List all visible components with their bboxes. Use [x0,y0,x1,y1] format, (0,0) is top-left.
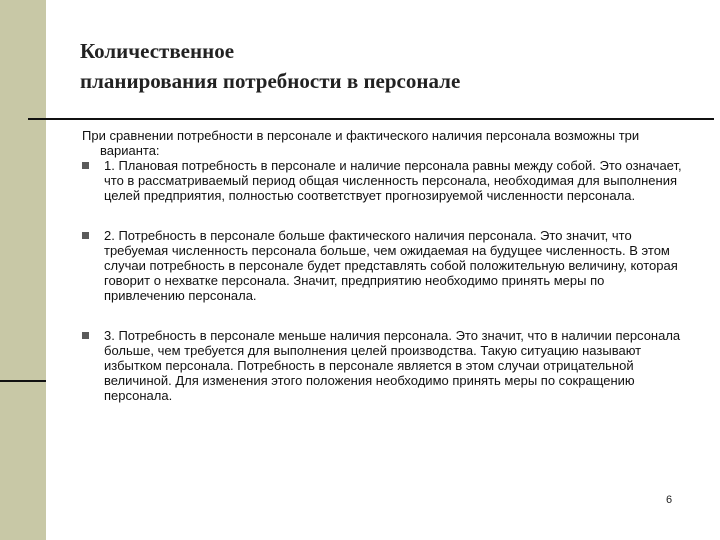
list-item-text-2: 2. Потребность в персонале больше фактического наличия персонала. Это значит, что требуемая численность персонала больше, чем ожидаемая на будущее численность. В этом случаи потребность в персонале будет представлять собой положительную величину, которая говорит о нехватке персонала. Значит, предприятию необходимо принять меры по привлечению персонала. [104,228,678,303]
list-item-3 [82,328,682,403]
square-bullet-icon [82,332,89,339]
title-divider [28,118,714,120]
page-number: 6 [666,494,673,506]
list-item-1 [82,158,682,203]
square-bullet-icon [82,162,89,169]
slide-title [80,36,700,96]
intro-text: При сравнении потребности в персонале и фактического наличия персонала возможны три варианта: [82,128,640,158]
slide-content [82,128,682,403]
list-item-text-3: 3. Потребность в персонале меньше наличия персонала. Это значит, что в наличии персонала больше, чем требуется для выполнения целей производства. Такую ситуацию называют избытком персонала. Потребность в персонале является в этом случаи отрицательной величиной. Для изменения этого положения необходимо принять меры по сокращению персонала. [104,328,681,403]
list-item-text-1: 1. Плановая потребность в персонале и наличие персонала равны между собой. Это означает, что в рассматриваемый период общая численность персонала, необходимая для выполнения целей предприятия, полностью соответствует прогнозируемой численности персонала. [104,158,682,203]
left-decorative-rule [0,380,46,382]
left-decorative-band [0,0,46,540]
square-bullet-icon [82,232,89,239]
slide-title-line-1: Количественное [80,39,235,63]
list-item-2 [82,228,682,303]
slide-title-line-2: планирования потребности в персонале [80,69,461,93]
